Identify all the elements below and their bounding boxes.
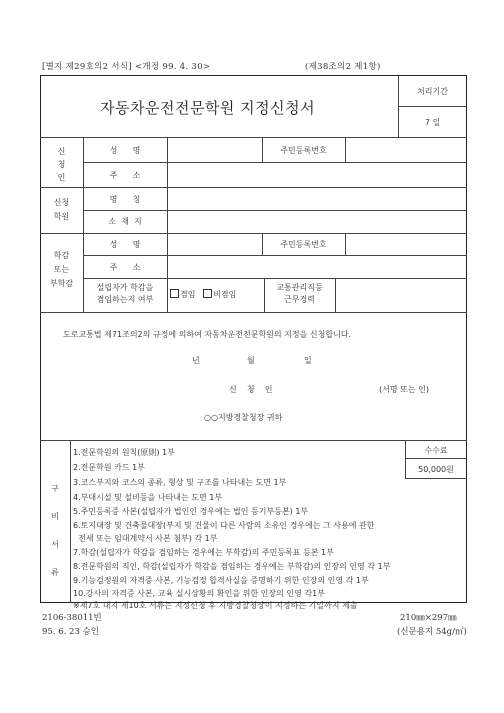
signature-label: 신 청 인 <box>229 385 273 394</box>
academy-location-label: 소 재 지 <box>108 217 142 226</box>
documents-section-label: 구 비 서 류 <box>51 484 59 577</box>
document-item: 1.전문학원의 원칙(原則) 1부 <box>73 448 175 457</box>
applicant-name-label: 성 명 <box>109 146 141 155</box>
document-item: 9.기능검정원의 자격증 사본, 기능검정 합격사실을 증명하기 위한 인장의 인영 각 1부 <box>73 576 369 585</box>
dual-role-options: 겸임 비겸임 <box>170 289 236 300</box>
processing-period-label: 처리기간 <box>417 87 448 96</box>
date-month-label: 월 <box>247 356 255 365</box>
application-statement: 도로교통법 제71조의2의 규정에 의하여 자동차운전전문학원의 지정을 신청합니다. <box>63 330 352 339</box>
signature-note: (서명 또는 인) <box>379 385 429 394</box>
head-section-label: 학감 또는 부학감 <box>49 251 74 288</box>
paper-spec: (신문용지 54g/㎡) <box>397 627 467 637</box>
applicant-address-label: 주 소 <box>109 171 141 180</box>
approval-date: 95. 6. 23 승인 <box>42 627 99 637</box>
fee-label: 수수료 <box>424 446 448 455</box>
experience-label: 교통관리직등 근무경력 <box>276 283 323 304</box>
document-item: 2.전문학원 카드 1부 <box>73 463 145 472</box>
academy-name-label: 명 칭 <box>109 195 141 204</box>
head-id-label: 주민등록번호 <box>280 240 327 249</box>
form-reference: [별지 제29호의2 서식] <개정 99. 4. 30> <box>42 62 211 72</box>
document-item: 3.코스부지와 코스의 종류, 형상 및 구조를 나타내는 도면 1부 <box>73 478 287 487</box>
document-item: 전세 또는 임대계약서 사본 첨부) 각 1부 <box>73 534 218 543</box>
date-year-label: 년 <box>192 356 200 365</box>
document-item: 6.토지대장 및 건축물대장(부지 및 건물이 다른 사람의 소유인 경우에는 그 사용에 관한 <box>73 521 375 530</box>
date-day-label: 일 <box>304 356 312 365</box>
applicant-section-label: 신 청 인 <box>57 147 66 182</box>
applicant-id-label: 주민등록번호 <box>280 146 327 155</box>
head-name-label: 성 명 <box>109 240 141 249</box>
document-item: 4.부대시설 및 설비등을 나타내는 도면 1부 <box>73 493 223 502</box>
document-item: 7.학감(설립자가 학감을 겸임하는 경우에는 부학감)의 주민등록표 등본 1부 <box>73 548 334 557</box>
recipient: ○○지방경찰청장 귀하 <box>204 413 283 422</box>
dual-role-label: 설립자가 학감을 겸임하는지 여부 <box>96 283 154 304</box>
academy-section-label: 신청 학원 <box>53 198 70 221</box>
document-item: 5.주민등록증 사본(설립자가 법인인 경우에는 법인 등기부등본) 1부 <box>73 507 309 516</box>
head-address-label: 주 소 <box>109 263 141 272</box>
document-item: 8.전문학원의 직인, 학감(설립자가 학감을 겸임하는 경우에는 부학감)의 인장의 인영 각 1부 <box>73 562 391 571</box>
document-item: 10.강사의 자격증 사본, 교육 실시상황의 확인을 위한 인장의 인영 각1부 <box>73 589 325 598</box>
document-note: ※제7호 내지 제10호 서류는 지정신청 후 지방경찰청장이 지정하는 기일까지 제출 <box>73 601 358 610</box>
processing-period-value: 7 일 <box>424 118 441 127</box>
form-title: 자동차운전전문학원 지정신청서 <box>100 99 316 117</box>
fee-value: 50,000원 <box>418 465 454 474</box>
paper-size: 210㎜×297㎜ <box>400 613 457 623</box>
concurrent-checkbox[interactable] <box>170 289 179 298</box>
form-code: 2106-38011빈 <box>42 613 102 623</box>
non-concurrent-checkbox[interactable] <box>203 289 212 298</box>
form-article: (제38조의2 제1항) <box>305 62 381 72</box>
